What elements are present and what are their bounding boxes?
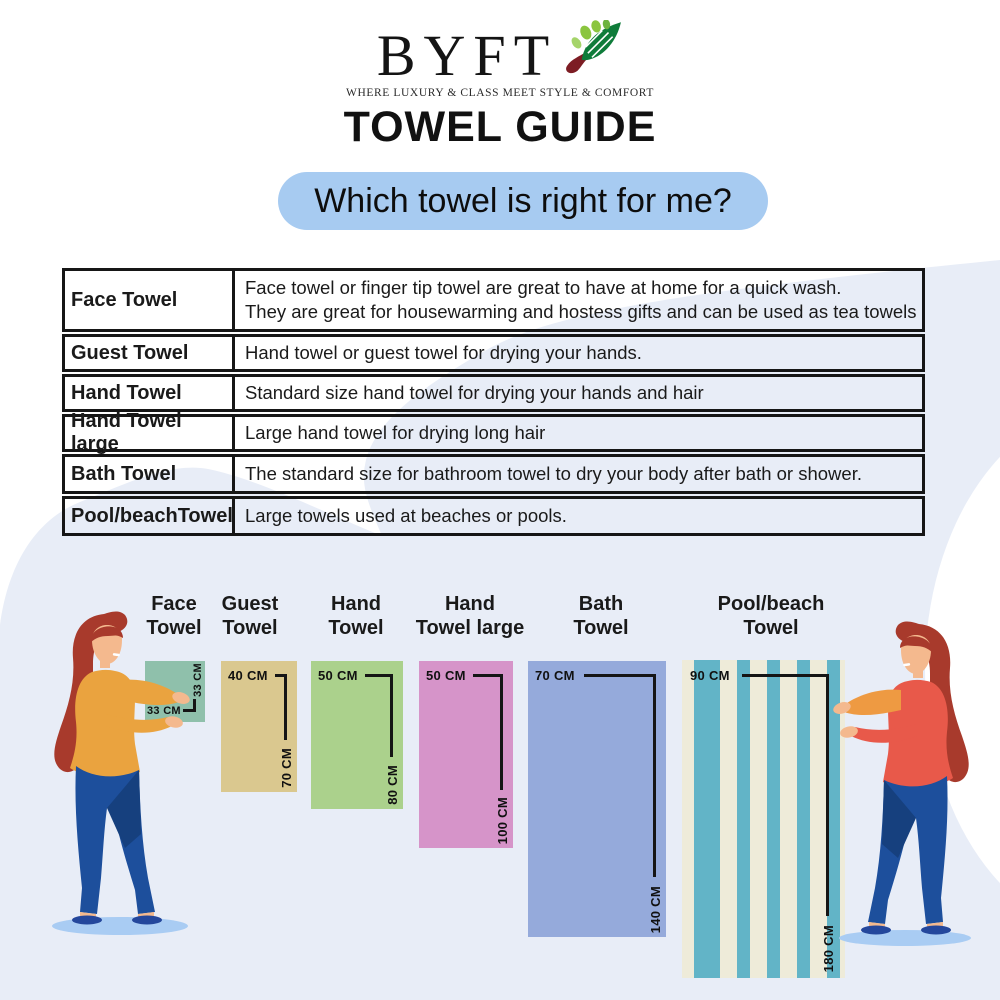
page-title: TOWEL GUIDE: [343, 103, 657, 151]
woman-illustration-right: [833, 606, 993, 966]
description-line: Face towel or finger tip towel are great to have at home for a quick wash.: [245, 276, 842, 298]
width-dimension-label: 40 CM: [228, 668, 268, 683]
row-description: Large towels used at beaches or pools.: [245, 504, 567, 526]
table-row: [62, 334, 925, 372]
row-description: Hand towel or guest towel for drying your hands.: [245, 341, 642, 363]
table-row: [62, 496, 925, 536]
row-description: Large hand towel for drying long hair: [245, 421, 546, 443]
row-label: Face Towel: [65, 271, 235, 329]
dimension-line-vertical: [500, 674, 503, 790]
description-line: They are great for housewarming and hostess gifts and can be used as tea towels: [245, 301, 917, 322]
towel-label-bath: Bath Towel: [573, 593, 629, 639]
towel-guide-table: [62, 268, 925, 538]
width-dimension-label: 50 CM: [318, 668, 358, 683]
row-description: [235, 271, 922, 329]
row-description: Standard size hand towel for drying your hands and hair: [245, 381, 704, 403]
table-row: [62, 454, 925, 494]
width-dimension-label: 50 CM: [426, 668, 466, 683]
leaf-logo-icon: [561, 20, 623, 79]
table-row: [62, 268, 925, 332]
dimension-line-horizontal: [742, 674, 829, 677]
dimension-line-vertical: [390, 674, 393, 757]
width-dimension-label: 33 CM: [147, 705, 181, 717]
height-dimension-label: 180 CM: [821, 924, 836, 972]
towel-label-pool-beach: Pool/beach Towel: [717, 593, 825, 639]
width-dimension-label: 70 CM: [535, 668, 575, 683]
row-label: Bath Towel: [65, 457, 235, 491]
woman-illustration-left: [30, 596, 190, 956]
width-dimension-label: 90 CM: [690, 668, 730, 683]
table-row: [62, 410, 925, 455]
row-label: Hand Towel large: [65, 417, 235, 449]
height-dimension-label: 33 CM: [192, 663, 204, 697]
row-label: Pool/beachTowel: [65, 499, 235, 533]
dimension-line-horizontal: [473, 674, 503, 677]
question-banner: Which towel is right for me?: [278, 172, 768, 230]
height-dimension-label: 100 CM: [495, 796, 510, 844]
dimension-line-horizontal: [584, 674, 656, 677]
height-dimension-label: 70 CM: [279, 748, 294, 788]
brand-name: BYFT: [376, 23, 558, 88]
towel-swatch-pool-beach: [682, 660, 845, 978]
towel-label-face: Face Towel: [146, 593, 202, 639]
row-label: Guest Towel: [65, 337, 235, 369]
table-row: [62, 374, 925, 412]
row-label: Hand Towel: [65, 377, 235, 409]
towel-label-guest: Guest Towel: [221, 593, 279, 639]
towel-swatch-hand-large: [419, 661, 513, 848]
dimension-line-vertical: [284, 674, 287, 740]
row-description: The standard size for bathroom towel to dry your body after bath or shower.: [245, 462, 862, 484]
towel-label-hand: Hand Towel: [328, 593, 384, 639]
height-dimension-label: 140 CM: [648, 885, 663, 933]
towel-label-hand-large: Hand Towel large: [415, 593, 525, 639]
towel-swatch-bath: [528, 661, 666, 937]
towel-swatch-hand: [311, 661, 403, 809]
dimension-line-vertical: [826, 674, 829, 916]
dimension-line-vertical: [653, 674, 656, 877]
dimension-line-horizontal: [365, 674, 393, 677]
brand-logo: [0, 22, 1000, 89]
height-dimension-label: 80 CM: [385, 765, 400, 805]
brand-tagline: WHERE LUXURY & CLASS MEET STYLE & COMFORT: [346, 87, 654, 99]
towel-swatch-guest: [221, 661, 297, 792]
